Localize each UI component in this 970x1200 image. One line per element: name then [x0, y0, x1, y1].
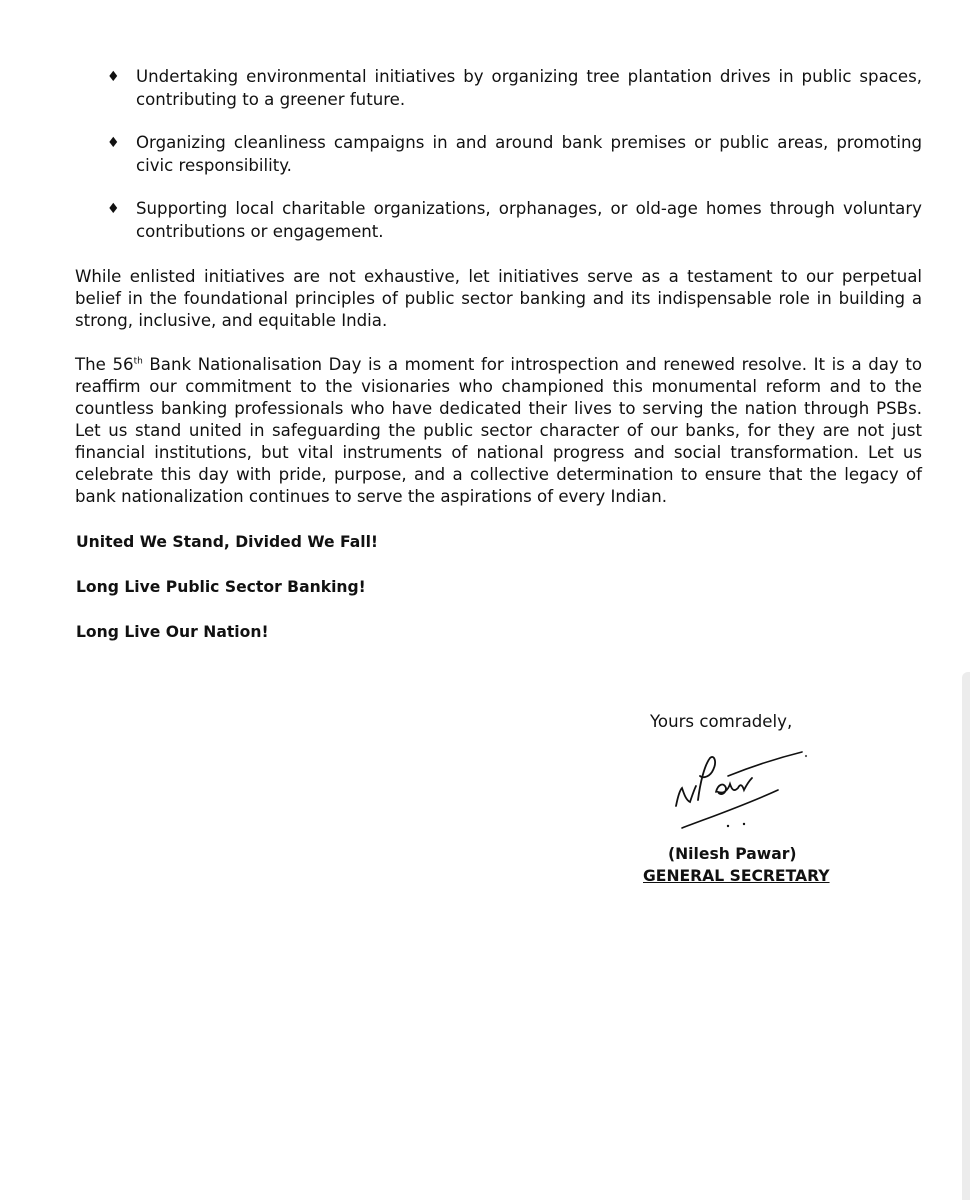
paragraph-body: Bank Nationalisation Day is a moment for introspection and renewed resolve. It is a day to reaffirm our commitment to the visionaries who championed this monumental reform and to the countless banking professionals who have dedicated their lives to serving the nation through PSBs. Let us stand united in safeguarding the public sector character of our banks, for they are not just financial institutions, but vital instruments of national progress and social transformation. Let us celebrate this day with pride, purpose, and a collective determination to ensure that the legacy of bank nationalization continues to serve the aspirations of every Indian.: [75, 355, 922, 506]
paragraph-initiatives-summary: While enlisted initiatives are not exhaustive, let initiatives serve as a testament to our perpetual belief in the foundational principles of public sector banking and its indispensable role in building a strong, inclusive, and equitable India.: [75, 267, 922, 330]
initiatives-list: [104, 66, 922, 264]
signatory-title: GENERAL SECRETARY: [643, 867, 830, 885]
scrollbar[interactable]: [962, 672, 970, 1200]
slogan-public-sector: Long Live Public Sector Banking!: [76, 578, 366, 596]
paragraph-prefix: The 56: [75, 355, 134, 374]
list-item: [104, 132, 922, 177]
closing-salutation: Yours comradely,: [650, 712, 793, 731]
list-item-text: Supporting local charitable organizations, orphanages, or old-age homes through voluntary contributions or engagement.: [136, 199, 922, 241]
slogan-united: United We Stand, Divided We Fall!: [76, 533, 379, 551]
list-item: [104, 66, 922, 111]
diamond-bullet-icon: ♦: [107, 201, 120, 217]
slogan-nation: Long Live Our Nation!: [76, 623, 269, 641]
ordinal-superscript: th: [133, 356, 143, 367]
list-item: [104, 198, 922, 243]
diamond-bullet-icon: ♦: [107, 69, 120, 85]
diamond-bullet-icon: ♦: [107, 135, 120, 151]
list-item-text: Organizing cleanliness campaigns in and around bank premises or public areas, promoting civic responsibility.: [136, 133, 922, 175]
signature-image: [668, 744, 818, 839]
list-item-text: Undertaking environmental initiatives by organizing tree plantation drives in public spaces, contributing to a greener future.: [136, 67, 922, 109]
paragraph-nationalisation-day: [75, 354, 922, 508]
signatory-name: (Nilesh Pawar): [668, 845, 797, 863]
